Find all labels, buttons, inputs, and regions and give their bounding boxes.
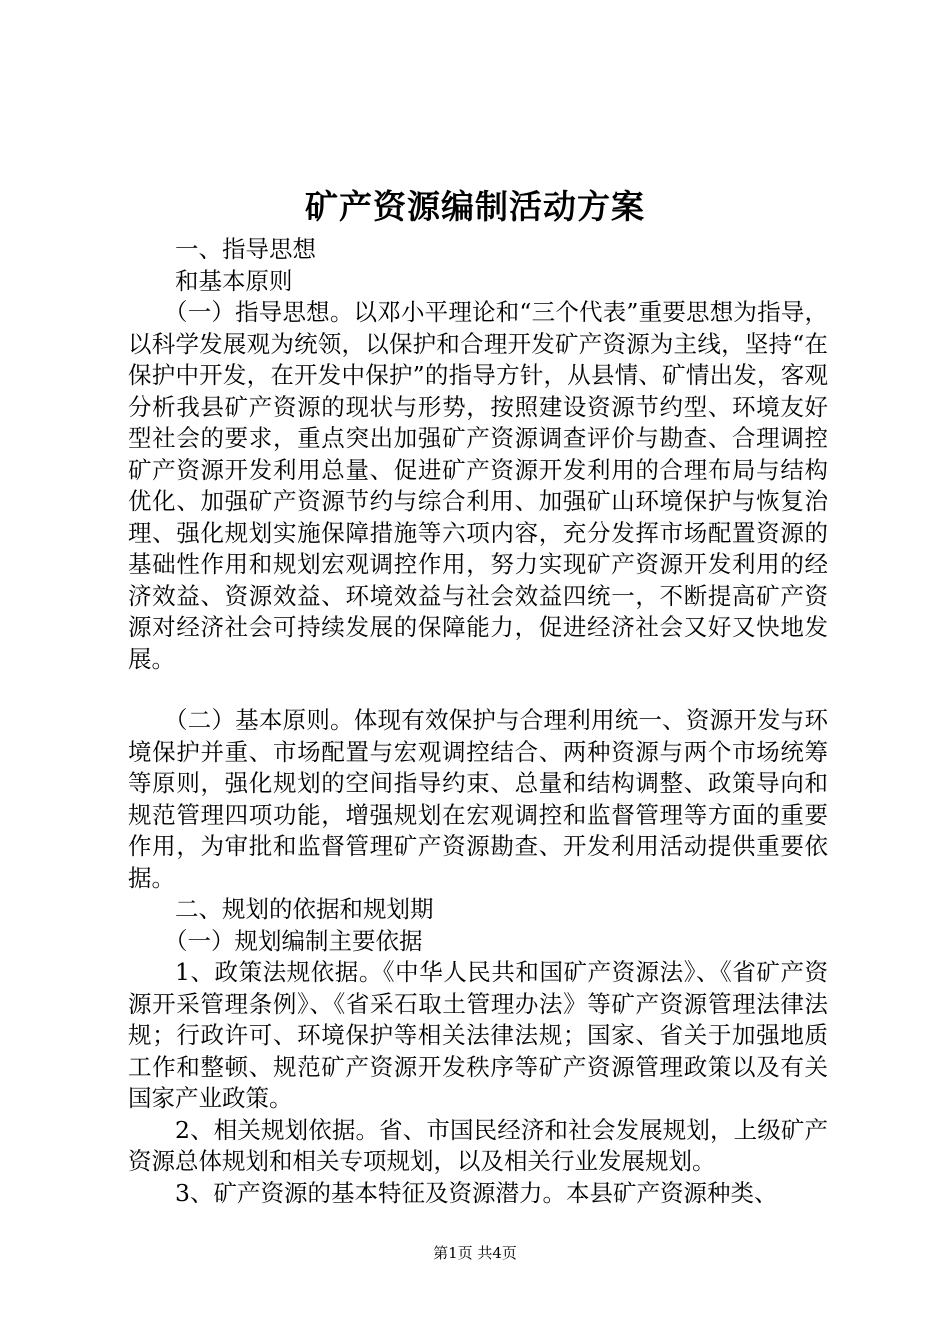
section-heading-1: 一、指导思想 — [175, 235, 316, 263]
document-body — [128, 234, 828, 1209]
section-heading-2: 二、规划的依据和规划期 — [175, 895, 434, 923]
subheading-basis: （一）规划编制主要依据 — [164, 926, 423, 955]
paragraph-guiding-ideology: （一）指导思想。以邓小平理论和“三个代表”重要思想为指导，以科学发展观为统领，以保护和合理开发矿产资源为主线，坚持“在保护中开发，在开发中保护”的指导方针，从县情、矿情出发，客观分析我县矿产资源的现状与形势，按照建设资源节约型、环境友好型社会的要求，重点突出加强矿产资源调查评价与勘查、合理调控矿产资源开发利用总量、促进矿产资源开发利用的合理布局与结构优化、加强矿产资源节约与综合利用、加强矿山环境保护与恢复治理、强化规划实施保障措施等六项内容，充分发挥市场配置资源的基础性作用和规划宏观调控作用，努力实现矿产资源开发利用的经济效益、资源效益、环境效益与社会效益四统一，不断提高矿产资源对经济社会可持续发展的保障能力，促进经济社会又好又快地发展。 — [128, 298, 828, 673]
section-heading-1-continued: 和基本原则 — [175, 266, 293, 295]
paragraph-policy-basis: 1、政策法规依据。《中华人民共和国矿产资源法》、《省矿产资源开采管理条例》、《省采石取土管理办法》等矿产资源管理法律法规；行政许可、环境保护等相关法律法规；国家、省关于加强地质工作和整顿、规范矿产资源开发秩序等矿产资源管理政策以及有关国家产业政策。 — [128, 958, 828, 1112]
page-footer: 第1页 共4页 — [433, 1244, 517, 1262]
paragraph-basic-principles: （二）基本原则。体现有效保护与合理利用统一、资源开发与环境保护并重、市场配置与宏观调控结合、两种资源与两个市场统筹等原则，强化规划的空间指导约束、总量和结构调整、政策导向和规范管理四项功能，增强规划在宏观调控和监督管理等方面的重要作用，为审批和监督管理矿产资源勘查、开发利用活动提供重要依据。 — [128, 706, 828, 892]
document-title: 矿产资源编制活动方案 — [305, 187, 645, 226]
paragraph-gap — [128, 675, 828, 705]
paragraph-resource-features: 3、矿产资源的基本特征及资源潜力。本县矿产资源种类、 — [175, 1178, 778, 1207]
paragraph-planning-basis: 2、相关规划依据。省、市国民经济和社会发展规划，上级矿产资源总体规划和相关专项规划，以及相关行业发展规划。 — [128, 1115, 828, 1175]
